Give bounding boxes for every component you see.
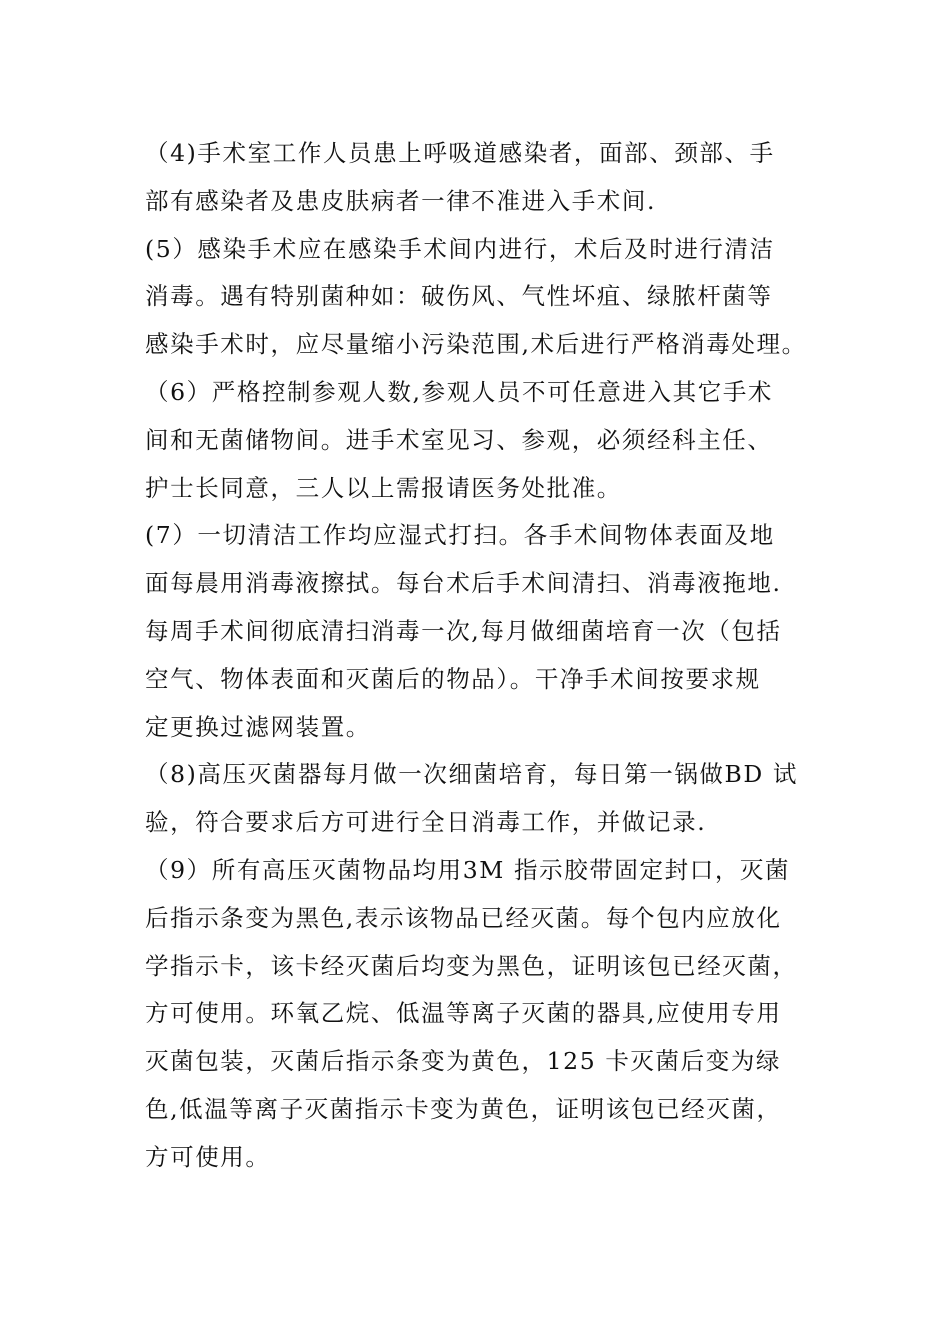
text-line: 学指示卡，该卡经灭菌后均变为黑色，证明该包已经灭菌， bbox=[145, 951, 798, 980]
text-line: 方可使用。环氧乙烷、低温等离子灭菌的器具,应使用专用 bbox=[145, 999, 782, 1028]
text-line: （4)手术室工作人员患上呼吸道感染者，面部、颈部、手 bbox=[145, 139, 775, 167]
text-line: 每周手术间彻底清扫消毒一次,每月做细菌培育一次（包括 bbox=[145, 616, 782, 645]
text-line: 灭菌包装，灭菌后指示条变为黄色，125 卡灭菌后变为绿 bbox=[145, 1047, 782, 1076]
text-line: (7）一切清洁工作均应湿式打扫。各手术间物体表面及地 bbox=[145, 521, 775, 550]
text-line: 后指示条变为黑色,表示该物品已经灭菌。每个包内应放化 bbox=[145, 903, 782, 932]
text-line: 面每晨用消毒液擦拭。每台术后手术间清扫、消毒液拖地. bbox=[145, 569, 782, 598]
text-line: 色,低温等离子灭菌指示卡变为黄色，证明该包已经灭菌， bbox=[145, 1094, 782, 1123]
text-line: 验，符合要求后方可进行全日消毒工作，并做记录. bbox=[145, 808, 707, 837]
text-line: 消毒。遇有特别菌种如：破伤风、气性坏疽、绿脓杆菌等 bbox=[145, 282, 773, 311]
text-line: 定更换过滤网装置。 bbox=[145, 712, 371, 741]
text-line: 感染手术时，应尽量缩小污染范围,术后进行严格消毒处理。 bbox=[145, 330, 807, 359]
text-line: 部有感染者及患皮肤病者一律不准进入手术间. bbox=[145, 186, 657, 215]
text-line: （8)高压灭菌器每月做一次细菌培育，每日第一锅做BD 试 bbox=[145, 760, 798, 789]
text-line: 间和无菌储物间。进手术室见习、参观，必须经科主任、 bbox=[145, 425, 773, 454]
text-line: 护士长同意，三人以上需报请医务处批准。 bbox=[145, 473, 622, 502]
document-body bbox=[145, 130, 835, 1182]
text-line: （6）严格控制参观人数,参观人员不可任意进入其它手术 bbox=[145, 377, 774, 406]
text-line: (5）感染手术应在感染手术间内进行，术后及时进行清洁 bbox=[145, 234, 775, 263]
text-line: 方可使用。 bbox=[145, 1142, 271, 1171]
text-line: （9）所有高压灭菌物品均用3M 指示胶带固定封口，灭菌 bbox=[145, 855, 791, 884]
text-line: 空气、物体表面和灭菌后的物品）。干净手术间按要求规 bbox=[145, 664, 761, 693]
